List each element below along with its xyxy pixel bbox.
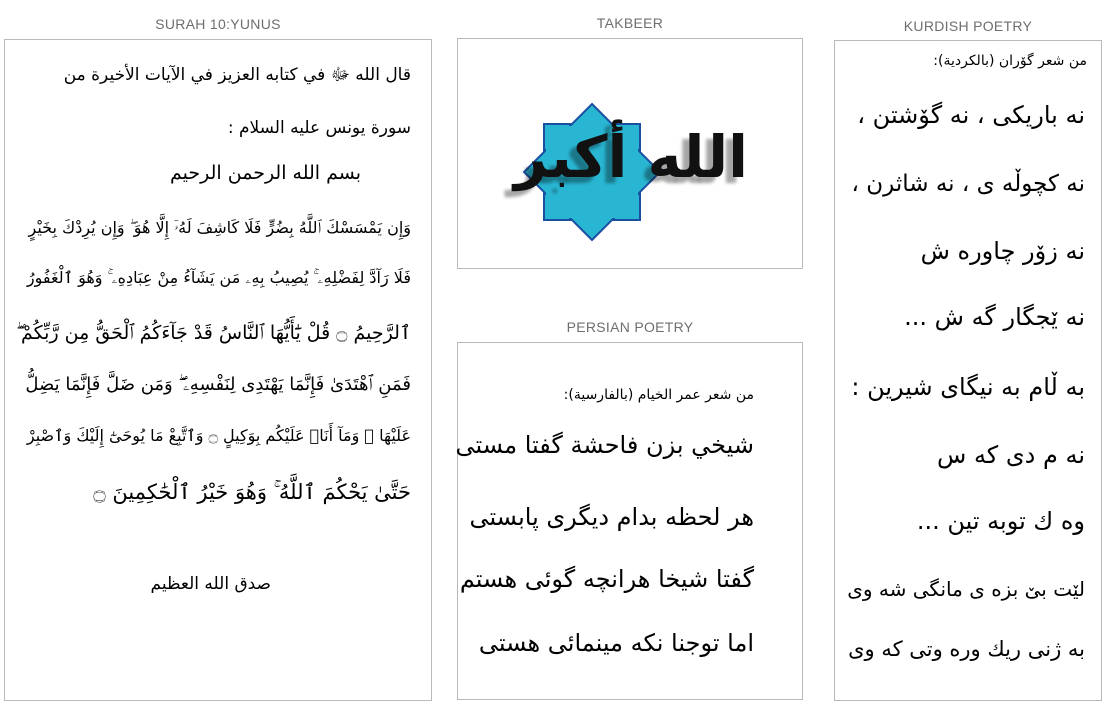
kurdish-intro: من شعر گۆران (بالكردية):: [933, 53, 1087, 69]
persian-line-1: شيخي بزن فاحشة گفتا مستى: [455, 431, 754, 459]
verse-line-5: عَلَيْهَا ۖ وَمَآ أَنَا۠ عَلَيْكُم بِوَكِيلٍ ۝ وَٱتَّبِعْ مَا يُوحَىٰٓ إِلَيْكَ وَٱصْبِرْ: [26, 426, 411, 445]
takbeer-panel: [457, 38, 803, 269]
caption-persian: PERSIAN POETRY: [566, 319, 694, 335]
verse-line-2: فَلَا رَآدَّ لِفَضْلِهِۦ ۚ يُصِيبُ بِهِۦ مَن يَشَآءُ مِنْ عِبَادِهِۦ ۚ وَهُوَ ٱلْغَفُورُ: [26, 268, 411, 287]
persian-line-2: هر لحظه بدام ديگرى پابستى: [469, 503, 754, 531]
kurdish-line-6: نه م دى كه س: [937, 441, 1085, 469]
persian-panel: [457, 342, 803, 700]
kurdish-line-4: نه ێجگار گه ش ...: [904, 303, 1085, 331]
persian-line-4: اما توجنا نكه مينمائى هستى: [478, 629, 754, 657]
kurdish-line-3: نه زۆر چاوره ش: [920, 237, 1085, 265]
kurdish-line-9: به ژنى ريك وره وتى كه وى: [848, 637, 1085, 661]
kurdish-line-8: لێت بێ بزه ى مانگى شه وى: [847, 577, 1085, 601]
kurdish-line-1: نه باريكى ، نه گۆشتن ،: [857, 101, 1085, 129]
caption-takbeer: TAKBEER: [596, 15, 664, 31]
kurdish-line-5: به ڵام به نيگاى شيرين :: [851, 373, 1085, 401]
verse-line-3: ٱلرَّحِيمُ ۝ قُلْ يَٰٓأَيُّهَا ٱلنَّاسُ قَدْ جَآءَكُمُ ٱلْحَقُّ مِن رَّبِّكُمْ ۖ: [16, 322, 411, 344]
surah-panel: [4, 39, 432, 701]
verse-line-1: وَإِن يَمْسَسْكَ ٱللَّهُ بِضُرٍّ فَلَا كَاشِفَ لَهُۥٓ إِلَّا هُوَ ۖ وَإِن يُرِدْكَ بِخَيْرٍ: [28, 218, 411, 237]
persian-intro: من شعر عمر الخيام (بالفارسية):: [563, 387, 754, 403]
verse-line-6: حَتَّىٰ يَحْكُمَ ٱللَّهُ ۚ وَهُوَ خَيْرُ ٱلْحَٰكِمِينَ ۝: [93, 480, 411, 504]
takbeer-text: الله أكبر: [513, 123, 749, 191]
verse-line-4: فَمَنِ ٱهْتَدَىٰ فَإِنَّمَا يَهْتَدِى لِنَفْسِهِۦ ۖ وَمَن ضَلَّ فَإِنَّمَا يَضِلُّ: [25, 374, 411, 395]
surah-closing: صدق الله العظيم: [150, 574, 271, 594]
caption-kurdish: KURDISH POETRY: [903, 18, 1033, 34]
kurdish-line-7: وه ك توبه تين ...: [916, 507, 1085, 535]
kurdish-line-2: نه كچوڵه ى ، نه شاثرن ،: [851, 171, 1085, 197]
surah-intro-line-1: قال الله ﷻ في كتابه العزيز في الآيات الأخيرة من: [63, 65, 411, 85]
caption-surah: SURAH 10:YUNUS: [155, 16, 281, 32]
basmala: بسم الله الرحمن الرحيم: [170, 162, 361, 184]
surah-intro-line-2: سورة يونس عليه السلام :: [227, 118, 411, 138]
kurdish-panel: [834, 40, 1102, 701]
persian-line-3: گفتا شيخا هرانچه گوئى هستم: [459, 565, 754, 593]
